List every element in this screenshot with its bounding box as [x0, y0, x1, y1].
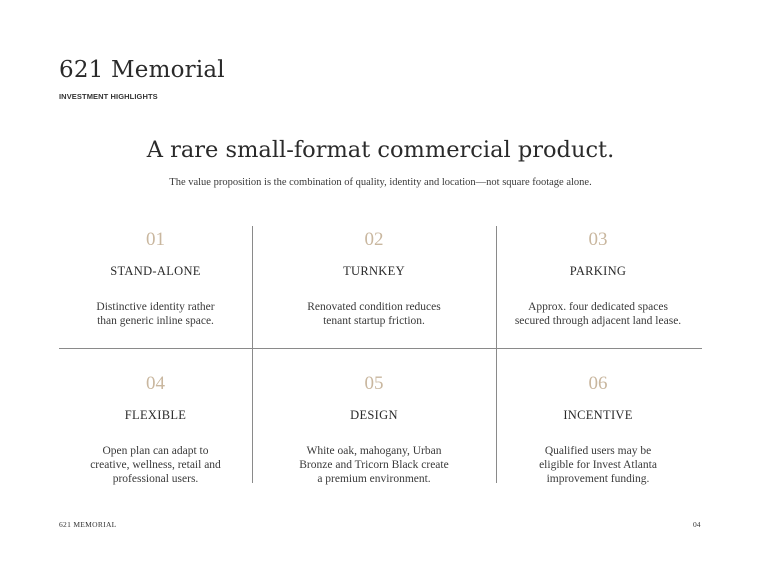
highlights-grid: [59, 226, 702, 483]
highlight-title: TURNKEY: [343, 264, 405, 278]
highlight-card: [252, 374, 496, 486]
highlight-number: 06: [588, 373, 608, 394]
highlight-title: PARKING: [569, 264, 627, 278]
highlight-card: [252, 230, 496, 328]
highlight-number: 01: [146, 229, 165, 250]
highlight-number: 04: [146, 373, 165, 394]
highlight-number: 02: [364, 229, 384, 250]
highlight-description: White oak, mahogany, Urban Bronze and Tricorn Black create a premium environment.: [299, 445, 449, 485]
row-divider: [59, 348, 702, 349]
highlight-card: [59, 230, 252, 328]
highlight-number: 05: [364, 373, 384, 394]
highlight-description: Renovated condition reduces tenant startup friction.: [307, 301, 441, 327]
highlight-card: [59, 374, 252, 486]
page-title: 621 Memorial: [59, 57, 225, 83]
highlight-title: STAND-ALONE: [110, 264, 201, 278]
highlight-description: Distinctive identity rather than generic inline space.: [96, 301, 215, 327]
highlight-description: Qualified users may be eligible for Invest Atlanta improvement funding.: [539, 445, 657, 485]
section-label: INVESTMENT HIGHLIGHTS: [59, 92, 158, 101]
highlight-card: [476, 374, 720, 486]
highlight-title: DESIGN: [350, 408, 398, 422]
highlight-number: 03: [588, 229, 608, 250]
highlight-title: FLEXIBLE: [124, 408, 187, 422]
highlight-title: INCENTIVE: [563, 408, 633, 422]
highlight-description: Open plan can adapt to creative, wellness, retail and professional users.: [90, 445, 221, 485]
highlight-description: Approx. four dedicated spaces secured through adjacent land lease.: [514, 301, 682, 327]
highlight-card: [476, 230, 720, 328]
footer-property-name: 621 MEMORIAL: [59, 520, 117, 529]
subheadline: The value proposition is the combination of quality, identity and location—not square footage alone.: [169, 177, 592, 188]
page-number: 04: [693, 520, 701, 529]
headline: A rare small-format commercial product.: [146, 137, 615, 163]
